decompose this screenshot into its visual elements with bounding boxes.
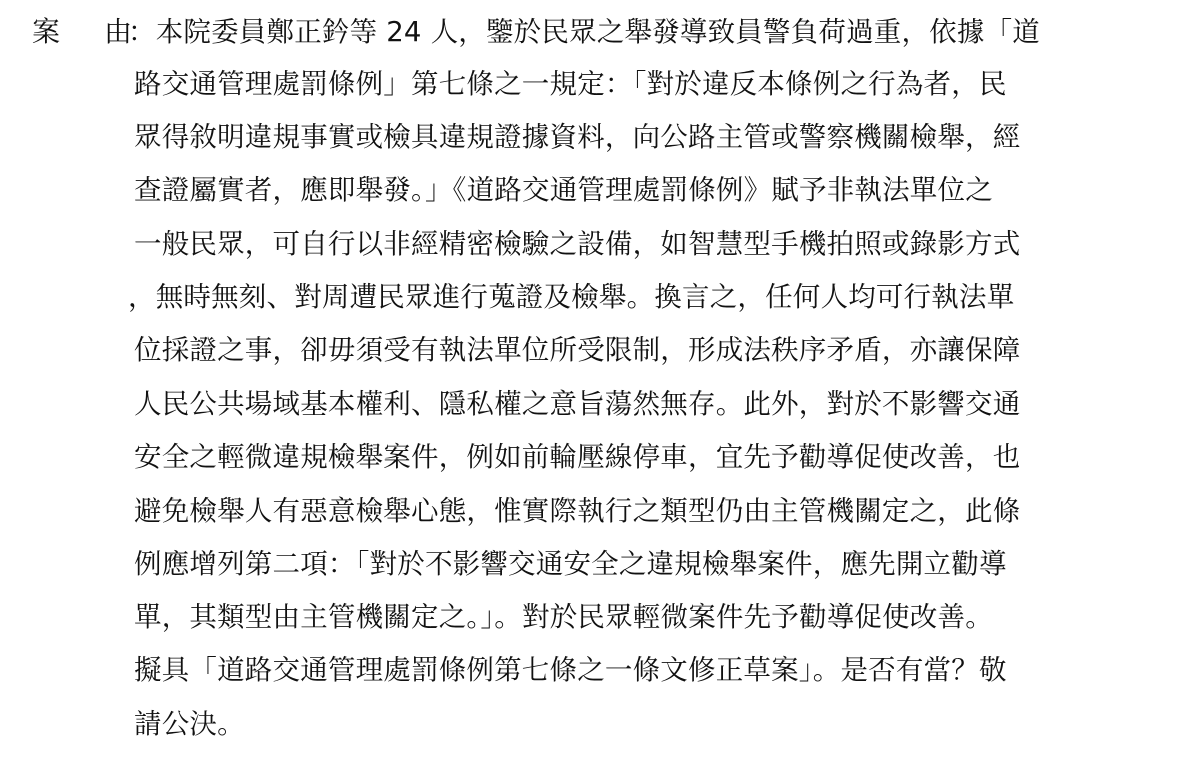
label-an: 案 (32, 15, 61, 48)
text-line-9: 安全之輕微違規檢舉案件，例如前輪壓線停車，宜先予勸導促使改善，也 (134, 441, 1021, 473)
text-line-5: 一般民眾，可自行以非經精密檢驗之設備，如智慧型手機拍照或錄影方式 (134, 228, 1021, 260)
text-line-4: 查證屬實者，應即舉發。」《道路交通管理處罰條例》賦予非執法單位之 (134, 174, 993, 206)
text-line-12: 單，其類型由主管機關定之。」。對於民眾輕微案件先予勸導促使改善。 (134, 601, 993, 633)
text-line-13: 擬具「道路交通管理處罰條例第七條之一條文修正草案」。是否有當？敬 (134, 654, 1007, 686)
text-line-1: ：本院委員鄭正鈐等 24 人，鑒於民眾之舉發導致員警負荷過重，依據「道 (128, 16, 1040, 48)
text-line-14: 請公決。 (134, 708, 245, 740)
text-line-8: 人民公共場域基本權利、隱私權之意旨蕩然無存。此外，對於不影響交通 (134, 388, 1021, 420)
text-line-11: 例應增列第二項：「對於不影響交通安全之違規檢舉案件，應先開立勸導 (134, 548, 1007, 580)
text-line-6: ，無時無刻、對周遭民眾進行蒐證及檢舉。換言之，任何人均可行執法單 (128, 281, 1015, 313)
text-line-2: 路交通管理處罰條例」第七條之一規定：「對於違反本條例之行為者，民 (134, 68, 1007, 100)
text-line-3: 眾得敘明違規事實或檢具違規證據資料，向公路主管或警察機關檢舉，經 (134, 121, 1021, 153)
text-line-10: 避免檢舉人有惡意檢舉心態，惟實際執行之類型仍由主管機關定之，此條 (134, 495, 1021, 527)
label-you: 由 (104, 15, 133, 48)
text-line-7: 位採證之事，卻毋須受有執法單位所受限制，形成法秩序矛盾，亦讓保障 (134, 334, 1021, 366)
